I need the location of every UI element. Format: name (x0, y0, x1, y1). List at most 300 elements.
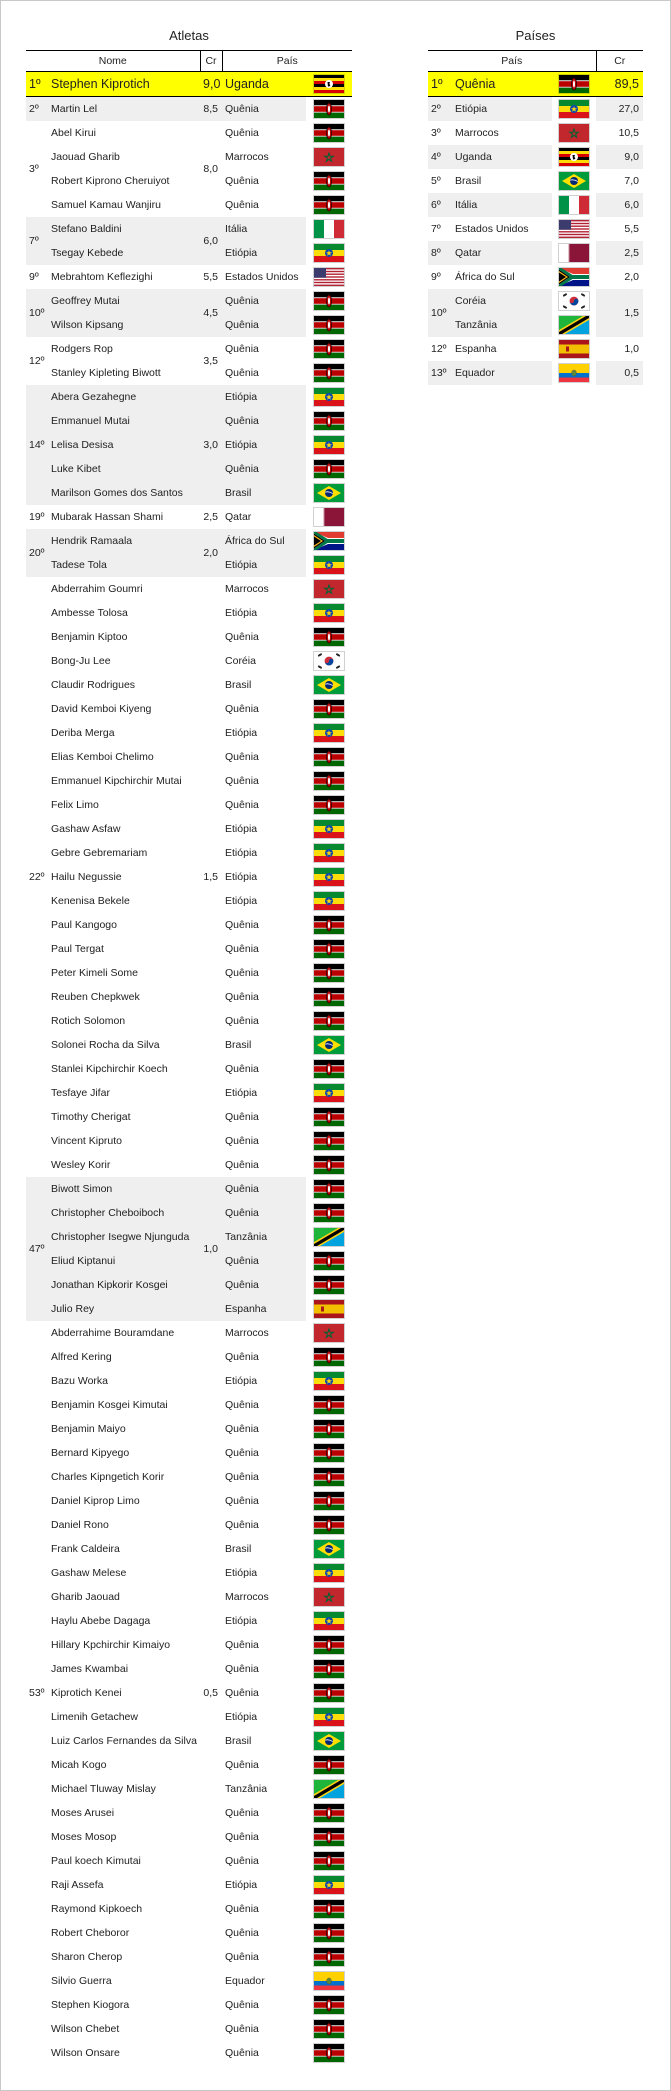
brazil-flag-icon (314, 1036, 344, 1054)
athlete-country: Quênia (225, 1494, 259, 1507)
korea-flag-icon (559, 292, 589, 310)
kenya-flag-icon (314, 124, 344, 142)
athlete-country: Equador (225, 1974, 265, 1987)
flag-cell (306, 289, 352, 313)
athlete-row (26, 1009, 352, 1033)
athlete-country: Quênia (225, 1398, 259, 1411)
morocco-flag-icon (314, 580, 344, 598)
rank-cell: 1º (26, 72, 48, 97)
athlete-name: Ambesse Tolosa (51, 606, 128, 619)
athlete-country: Quênia (225, 918, 259, 931)
athlete-row (26, 505, 352, 529)
flag-cell (306, 121, 352, 145)
flag-cell (306, 697, 352, 721)
athlete-name: Geoffrey Mutai (48, 289, 200, 313)
country-row (428, 72, 643, 97)
header-country: País (428, 51, 596, 72)
athlete-name: Jaouad Gharib (51, 150, 120, 163)
kenya-flag-icon (314, 292, 344, 310)
flag-cell (306, 2017, 352, 2041)
kenya-flag-icon (314, 1396, 344, 1414)
athlete-country: Quênia (225, 1902, 259, 1915)
athlete-name: Felix Limo (51, 798, 99, 811)
flag-cell (306, 1753, 352, 1777)
athlete-name: Wilson Onsare (51, 2046, 120, 2059)
athlete-country: Quênia (225, 1686, 259, 1699)
score-cell: 8,5 (200, 97, 222, 121)
athlete-country: Quênia (225, 942, 259, 955)
rank-cell: 19º (29, 510, 45, 523)
rank-cell: 14º (26, 385, 48, 505)
athlete-row (26, 2017, 352, 2041)
athlete-country: Etiópia (225, 606, 258, 619)
athlete-name: Stanlei Kipchirchir Koech (51, 1062, 168, 1075)
kenya-flag-icon (314, 1156, 344, 1174)
athlete-row (26, 1993, 352, 2017)
flag-cell (306, 865, 352, 889)
ethiopia-flag-icon (314, 820, 344, 838)
score-cell: 2,0 (200, 529, 222, 577)
athlete-name: Elias Kemboi Chelimo (51, 750, 154, 763)
flag-cell (306, 985, 352, 1009)
country-name: Espanha (455, 342, 497, 355)
athlete-name: Emmanuel Mutai (48, 409, 200, 433)
uganda-flag-icon (314, 75, 344, 93)
athlete-country: Etiópia (225, 894, 258, 907)
athlete-row (26, 1513, 352, 1537)
athlete-row (26, 169, 352, 193)
athlete-row (26, 1921, 352, 1945)
rank-cell: 20º (26, 529, 48, 577)
flag-cell (552, 72, 596, 97)
athlete-name: James Kwambai (51, 1662, 129, 1675)
spain-flag-icon (314, 1300, 344, 1318)
athlete-name: Raji Assefa (51, 1878, 104, 1891)
morocco-flag-icon (314, 148, 344, 166)
athlete-name: Christopher Cheboiboch (48, 1201, 200, 1225)
athlete-row (26, 1657, 352, 1681)
athlete-name: Hailu Negussie (51, 870, 122, 883)
athlete-name: Deriba Merga (51, 726, 115, 739)
flag-cell (306, 841, 352, 865)
athlete-row (26, 1825, 352, 1849)
flag-cell (552, 217, 596, 241)
flag-cell (306, 1129, 352, 1153)
flag-cell (306, 337, 352, 361)
athlete-name: Limenih Getachew (51, 1710, 138, 1723)
kenya-flag-icon (314, 460, 344, 478)
athlete-row (26, 553, 352, 577)
athlete-row (26, 817, 352, 841)
athlete-country: Quênia (225, 750, 259, 763)
flag-cell (306, 673, 352, 697)
header-country: País (222, 51, 352, 72)
country-row (428, 289, 643, 313)
athlete-name: Luke Kibet (48, 457, 200, 481)
kenya-flag-icon (314, 1996, 344, 2014)
athlete-country: Quênia (222, 1273, 306, 1297)
athlete-name: Paul koech Kimutai (51, 1854, 141, 1867)
rank-cell: 1º (428, 72, 452, 97)
flag-cell (306, 577, 352, 601)
athlete-name: Reuben Chepkwek (51, 990, 140, 1003)
tanzania-flag-icon (314, 1780, 344, 1798)
athlete-name: Mubarak Hassan Shami (51, 510, 164, 523)
flag-cell (306, 1873, 352, 1897)
athlete-name: Michael Tluway Mislay (51, 1782, 156, 1795)
kenya-flag-icon (314, 1108, 344, 1126)
brazil-flag-icon (314, 1540, 344, 1558)
athlete-row (26, 1897, 352, 1921)
flag-cell (306, 601, 352, 625)
kenya-flag-icon (314, 316, 344, 334)
athlete-country: Quênia (225, 174, 259, 187)
athlete-name: Samuel Kamau Wanjiru (51, 198, 161, 211)
flag-cell (306, 1993, 352, 2017)
athlete-country: Brasil (225, 678, 252, 691)
athlete-row (26, 1705, 352, 1729)
athlete-country: Brasil (222, 481, 306, 505)
athlete-name: Wesley Korir (51, 1158, 111, 1171)
kenya-flag-icon (314, 1900, 344, 1918)
athlete-row (26, 121, 352, 145)
athlete-row (26, 457, 352, 481)
athlete-row (26, 1057, 352, 1081)
rank-cell: 5º (431, 174, 441, 187)
flag-cell (306, 1489, 352, 1513)
athlete-row (26, 1417, 352, 1441)
athlete-country: Quênia (225, 2022, 259, 2035)
athlete-row (26, 1297, 352, 1321)
score-cell: 1,5 (203, 870, 219, 883)
athlete-name: Timothy Cherigat (51, 1110, 131, 1123)
athlete-name: Bazu Worka (51, 1374, 108, 1387)
kenya-flag-icon (314, 988, 344, 1006)
kenya-flag-icon (314, 1132, 344, 1150)
athlete-row (26, 433, 352, 457)
athlete-row (26, 1033, 352, 1057)
athlete-name: Marilson Gomes dos Santos (48, 481, 200, 505)
athlete-country: Marrocos (225, 1326, 269, 1339)
athlete-country: África do Sul (222, 529, 306, 553)
athlete-row (26, 1585, 352, 1609)
country-name: Coréia (452, 289, 552, 313)
brazil-flag-icon (314, 676, 344, 694)
athlete-row (26, 577, 352, 601)
athlete-row (26, 289, 352, 313)
flag-cell (552, 289, 596, 313)
ethiopia-flag-icon (314, 1612, 344, 1630)
flag-cell (306, 1945, 352, 1969)
athlete-row (26, 2041, 352, 2065)
athlete-country: Quênia (225, 1926, 259, 1939)
country-row (428, 337, 643, 361)
brazil-flag-icon (314, 1732, 344, 1750)
kenya-flag-icon (314, 1636, 344, 1654)
kenya-flag-icon (314, 1204, 344, 1222)
athlete-name: Jonathan Kipkorir Kosgei (48, 1273, 200, 1297)
score-cell: 1,0 (624, 342, 639, 355)
kenya-flag-icon (314, 1924, 344, 1942)
kenya-flag-icon (314, 628, 344, 646)
flag-cell (306, 889, 352, 913)
country-row (428, 193, 643, 217)
athlete-country: Quênia (225, 630, 259, 643)
athlete-row (26, 1777, 352, 1801)
score-cell: 9,0 (200, 72, 222, 97)
athlete-country: Quênia (225, 1638, 259, 1651)
athlete-name: Sharon Cherop (51, 1950, 123, 1963)
athlete-country: Quênia (222, 97, 306, 121)
qatar-flag-icon (314, 508, 344, 526)
athlete-row (26, 481, 352, 505)
athlete-country: Quênia (225, 198, 259, 211)
athlete-row (26, 673, 352, 697)
rank-cell: 53º (29, 1686, 45, 1699)
athlete-row (26, 625, 352, 649)
athlete-name: Daniel Kiprop Limo (51, 1494, 140, 1507)
athlete-name: Solonei Rocha da Silva (51, 1038, 160, 1051)
athlete-country: Quênia (225, 1014, 259, 1027)
flag-cell (306, 1225, 352, 1249)
athlete-name: Paul Kangogo (51, 918, 117, 931)
athlete-row (26, 313, 352, 337)
athlete-row (26, 217, 352, 241)
athlete-country: Quênia (225, 2046, 259, 2059)
flag-cell (306, 1393, 352, 1417)
kenya-flag-icon (314, 196, 344, 214)
athlete-country: Quênia (222, 1201, 306, 1225)
ethiopia-flag-icon (314, 724, 344, 742)
athlete-row (26, 1753, 352, 1777)
ethiopia-flag-icon (314, 436, 344, 454)
flag-cell (306, 1249, 352, 1273)
flag-cell (306, 1585, 352, 1609)
italy-flag-icon (314, 220, 344, 238)
athlete-country: Quênia (225, 1854, 259, 1867)
flag-cell (306, 1105, 352, 1129)
kenya-flag-icon (314, 172, 344, 190)
score-cell: 6,0 (596, 193, 643, 217)
athlete-country: Quênia (222, 1249, 306, 1273)
korea-flag-icon (314, 652, 344, 670)
athlete-name: Julio Rey (48, 1297, 200, 1321)
country-name: Tanzânia (452, 313, 552, 337)
kenya-flag-icon (314, 1756, 344, 1774)
athlete-name: Gharib Jaouad (51, 1590, 120, 1603)
score-cell: 3,0 (200, 385, 222, 505)
kenya-flag-icon (314, 1804, 344, 1822)
flag-cell (306, 1441, 352, 1465)
country-name: Etiópia (452, 97, 552, 121)
athlete-row (26, 1465, 352, 1489)
score-cell: 8,0 (203, 162, 219, 175)
athlete-name: Charles Kipngetich Korir (51, 1470, 165, 1483)
kenya-flag-icon (314, 1348, 344, 1366)
kenya-flag-icon (314, 1948, 344, 1966)
athlete-name: Gashaw Melese (51, 1566, 127, 1579)
athlete-name: Bong-Ju Lee (51, 654, 111, 667)
athlete-name: Stefano Baldini (48, 217, 200, 241)
score-cell: 1,0 (200, 1177, 222, 1321)
score-cell: 5,5 (203, 270, 219, 283)
athlete-name: Kenenisa Bekele (51, 894, 130, 907)
score-cell: 4,5 (200, 289, 222, 337)
flag-cell (306, 1417, 352, 1441)
athlete-name: Robert Cheboror (51, 1926, 130, 1939)
flag-cell (306, 1033, 352, 1057)
athlete-name: Moses Mosop (51, 1830, 117, 1843)
flag-cell (306, 1345, 352, 1369)
athlete-row (26, 72, 352, 97)
flag-cell (306, 961, 352, 985)
kenya-flag-icon (314, 916, 344, 934)
country-row (428, 217, 643, 241)
kenya-flag-icon (314, 412, 344, 430)
score-cell: 2,0 (624, 270, 639, 283)
athlete-country: Quênia (225, 798, 259, 811)
athlete-country: Etiópia (222, 433, 306, 457)
athlete-row (26, 1129, 352, 1153)
ethiopia-flag-icon (559, 100, 589, 118)
header-cr: Cr (200, 51, 222, 72)
athlete-row (26, 1681, 352, 1705)
athlete-name: David Kemboi Kiyeng (51, 702, 152, 715)
athlete-country: Marrocos (225, 150, 269, 163)
rank-cell: 47º (26, 1177, 48, 1321)
flag-cell (306, 1897, 352, 1921)
south-africa-flag-icon (314, 532, 344, 550)
flag-cell (306, 409, 352, 433)
morocco-flag-icon (314, 1588, 344, 1606)
athlete-country: Etiópia (222, 385, 306, 409)
athlete-row (26, 1561, 352, 1585)
athlete-country: Tanzânia (222, 1225, 306, 1249)
athlete-country: Quênia (225, 1350, 259, 1363)
flag-cell (306, 1321, 352, 1345)
athlete-country: Itália (222, 217, 306, 241)
athlete-country: Etiópia (225, 1878, 258, 1891)
flag-cell (306, 1609, 352, 1633)
qatar-flag-icon (559, 244, 589, 262)
athlete-row (26, 1609, 352, 1633)
ethiopia-flag-icon (314, 892, 344, 910)
athlete-name: Emmanuel Kipchirchir Mutai (51, 774, 182, 787)
country-row (428, 265, 643, 289)
tanzania-flag-icon (314, 1228, 344, 1246)
athlete-name: Hillary Kpchirchir Kimaiyo (51, 1638, 171, 1651)
flag-cell (552, 193, 596, 217)
flag-cell (306, 1513, 352, 1537)
flag-cell (306, 721, 352, 745)
athlete-country: Etiópia (225, 846, 258, 859)
kenya-flag-icon (314, 1660, 344, 1678)
athlete-name: Haylu Abebe Dagaga (51, 1614, 151, 1627)
athlete-name: Frank Caldeira (51, 1542, 120, 1555)
athlete-country: Brasil (225, 1038, 252, 1051)
score-cell: 3,5 (203, 354, 219, 367)
athlete-country: Quênia (225, 1950, 259, 1963)
ecuador-flag-icon (314, 1972, 344, 1990)
flag-cell (306, 1633, 352, 1657)
flag-cell (552, 265, 596, 289)
athlete-country: Espanha (222, 1297, 306, 1321)
kenya-flag-icon (314, 700, 344, 718)
flag-cell (306, 1561, 352, 1585)
kenya-flag-icon (314, 1420, 344, 1438)
athlete-row (26, 193, 352, 217)
flag-cell (552, 313, 596, 337)
flag-cell (306, 769, 352, 793)
usa-flag-icon (559, 220, 589, 238)
rank-cell: 12º (431, 342, 447, 355)
athlete-row (26, 793, 352, 817)
athlete-name: Benjamin Maiyo (51, 1422, 126, 1435)
athlete-row (26, 841, 352, 865)
country-name: Quênia (452, 72, 552, 97)
rank-cell: 6º (428, 193, 452, 217)
athlete-name: Bernard Kipyego (51, 1446, 130, 1459)
country-name: Marrocos (455, 126, 499, 139)
athlete-country: Tanzânia (225, 1782, 268, 1795)
kenya-flag-icon (314, 1828, 344, 1846)
flag-cell (306, 1153, 352, 1177)
athlete-row (26, 889, 352, 913)
flag-cell (306, 625, 352, 649)
athlete-country: Quênia (222, 1177, 306, 1201)
country-name: Qatar (452, 241, 552, 265)
athlete-row (26, 745, 352, 769)
athlete-row (26, 529, 352, 553)
brazil-flag-icon (314, 484, 344, 502)
flag-cell (306, 1201, 352, 1225)
athlete-name: Wilson Kipsang (48, 313, 200, 337)
athlete-row (26, 1801, 352, 1825)
athlete-name: Christopher Isegwe Njunguda (48, 1225, 200, 1249)
rank-cell: 12º (29, 354, 45, 367)
athletes-header-row (26, 51, 352, 72)
flag-cell (306, 457, 352, 481)
athlete-country: Quênia (222, 313, 306, 337)
athlete-row (26, 1081, 352, 1105)
flag-cell (306, 1273, 352, 1297)
athlete-country: Quênia (225, 342, 259, 355)
score-cell: 6,0 (200, 217, 222, 265)
countries-header-row (428, 51, 643, 72)
kenya-flag-icon (314, 1276, 344, 1294)
rank-cell: 3º (29, 162, 39, 175)
flag-cell (306, 145, 352, 169)
flag-cell (306, 217, 352, 241)
athlete-country: Quênia (222, 457, 306, 481)
athlete-row (26, 1249, 352, 1273)
athlete-country: Etiópia (225, 822, 258, 835)
ethiopia-flag-icon (314, 244, 344, 262)
flag-cell (306, 97, 352, 121)
athlete-name: Abel Kirui (51, 126, 96, 139)
athlete-country: Quênia (225, 1806, 259, 1819)
flag-cell (306, 1849, 352, 1873)
athlete-name: Gashaw Asfaw (51, 822, 121, 835)
countries-title: Países (515, 28, 556, 43)
athlete-name: Biwott Simon (48, 1177, 200, 1201)
athlete-row (26, 1105, 352, 1129)
flag-cell (306, 1729, 352, 1753)
rank-cell: 7º (26, 217, 48, 265)
athlete-row (26, 409, 352, 433)
ethiopia-flag-icon (314, 1708, 344, 1726)
athlete-name: Alfred Kering (51, 1350, 112, 1363)
